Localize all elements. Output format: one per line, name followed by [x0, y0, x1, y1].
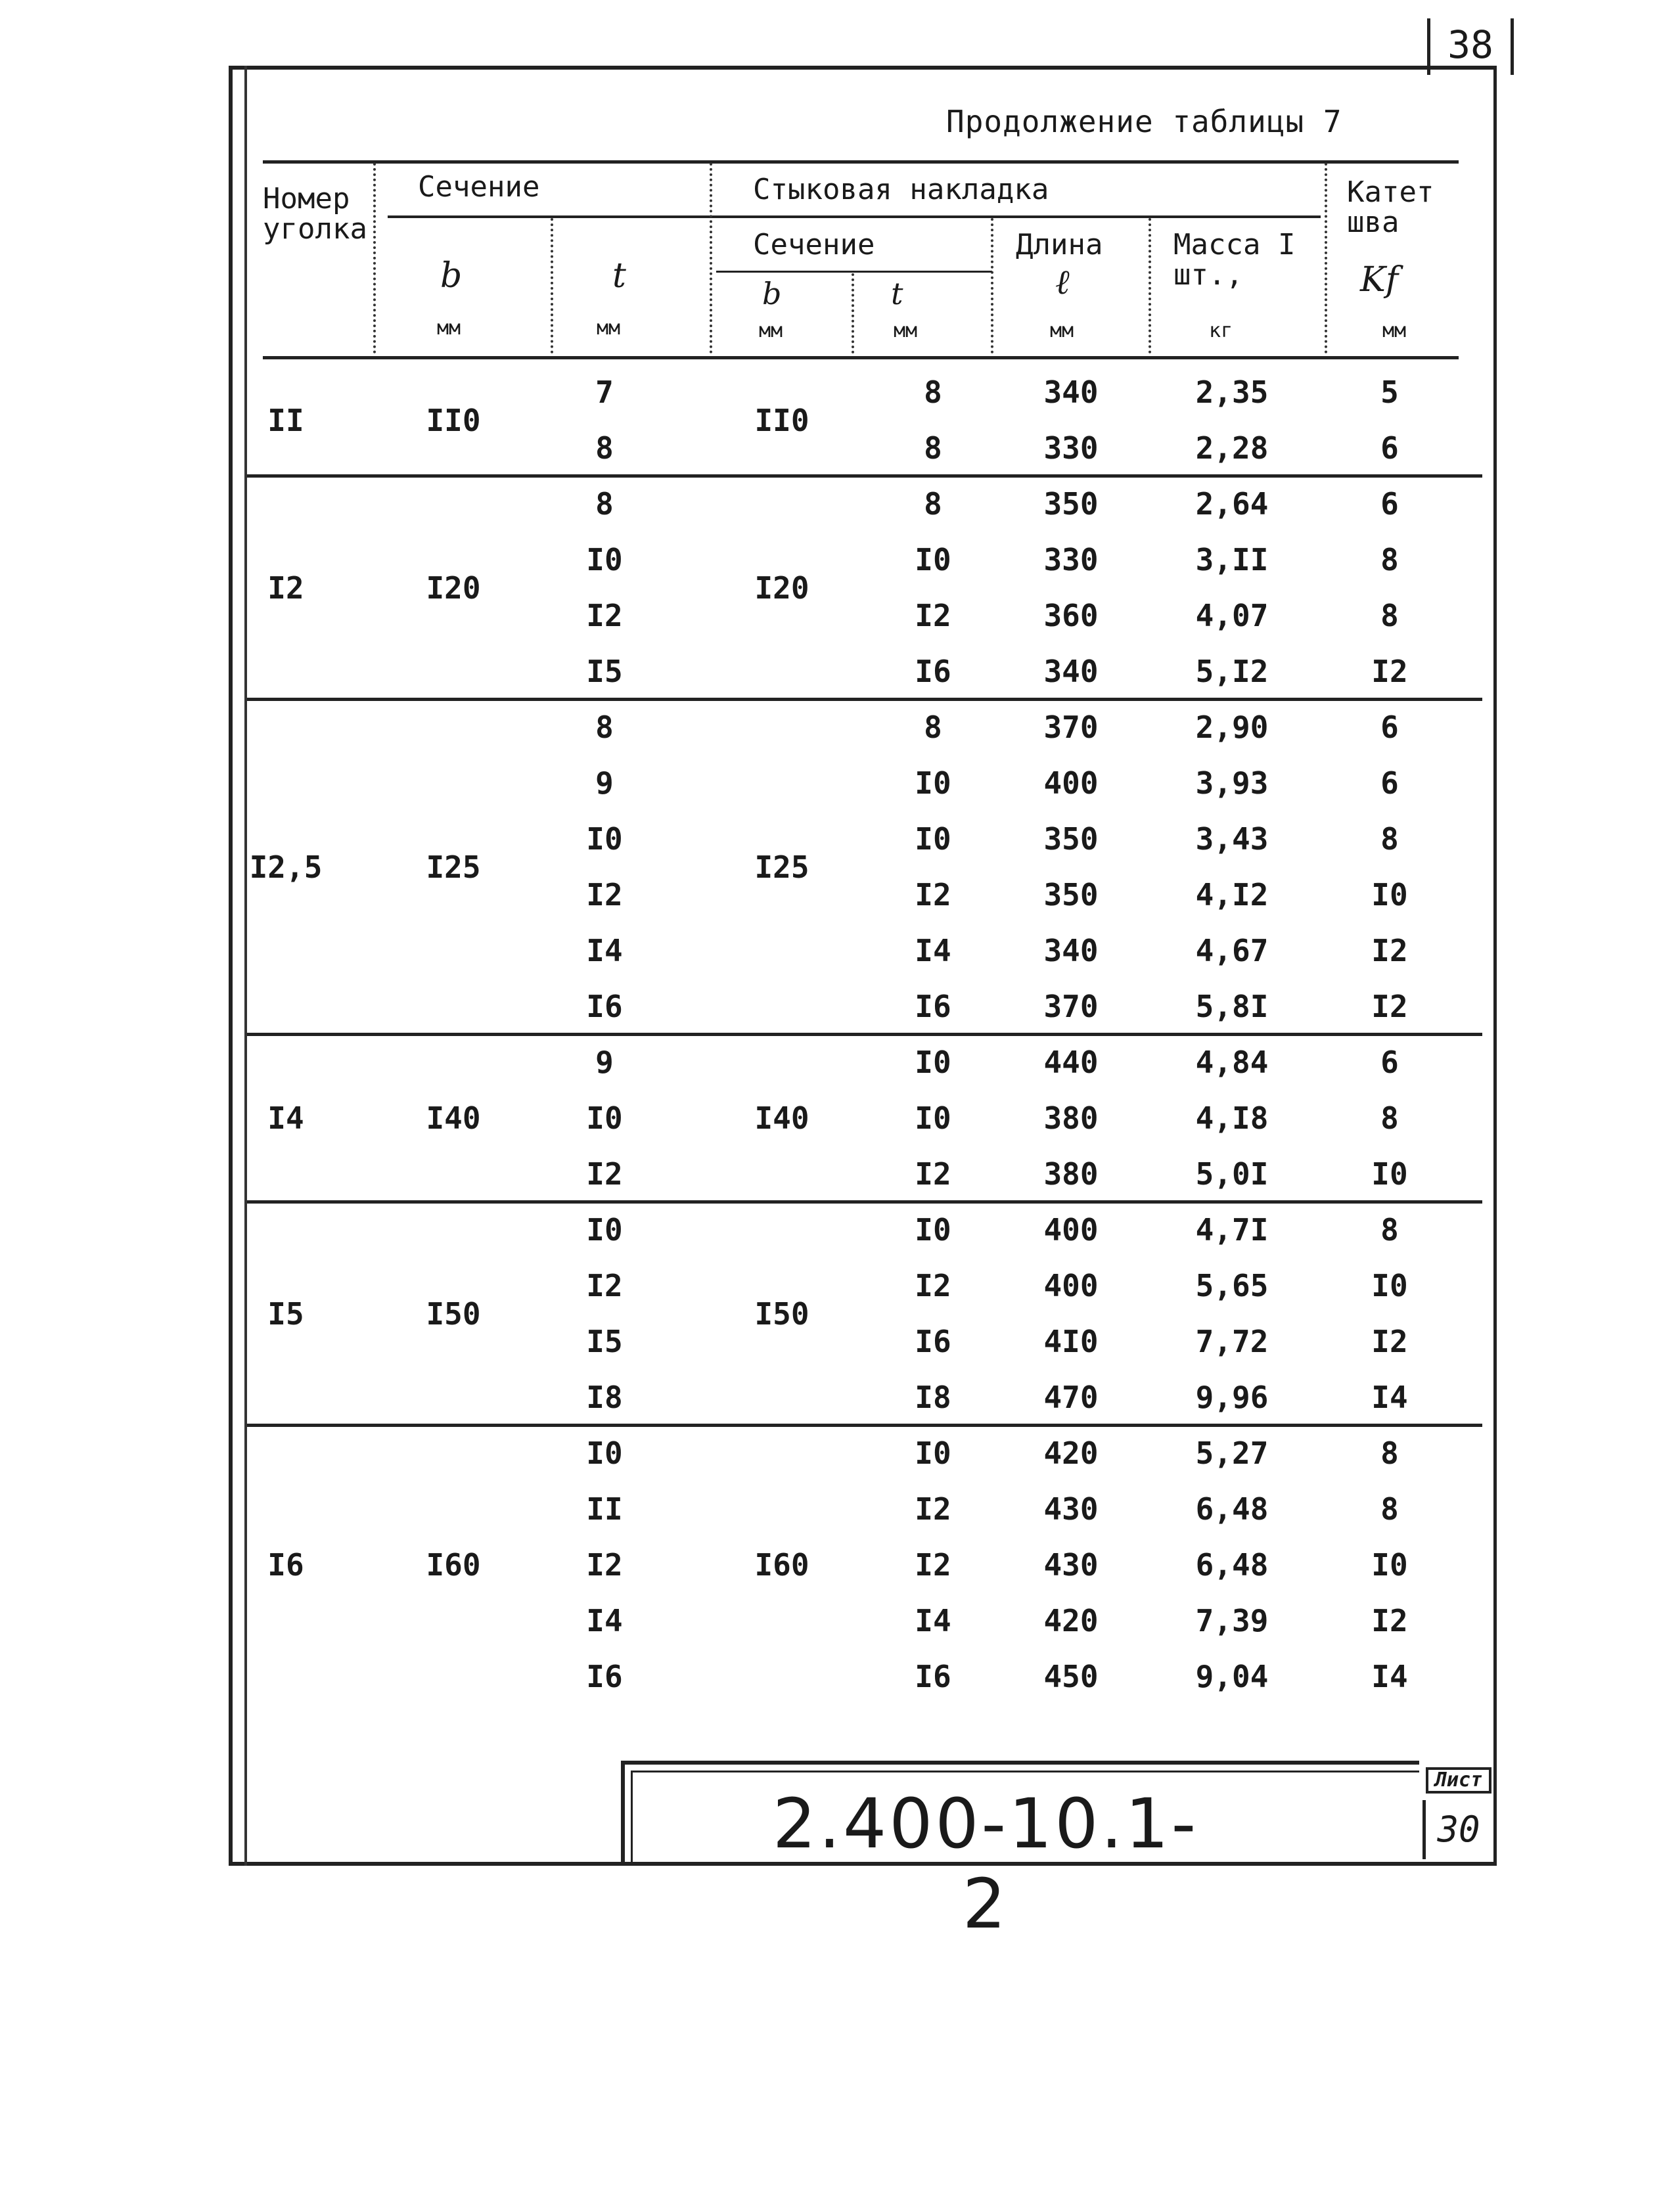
splice-length: 360 [1043, 598, 1099, 633]
weld-leg: 5 [1380, 374, 1399, 410]
section-t: I0 [586, 1212, 623, 1248]
splice-mass: 2,35 [1195, 374, 1269, 410]
section-b: I25 [426, 849, 481, 885]
header-section: Сечение [418, 170, 540, 204]
weld-leg: 8 [1380, 821, 1399, 857]
splice-length: 330 [1043, 430, 1099, 466]
header-splice: Стыковая накладка [753, 173, 1049, 206]
section-t: 9 [595, 1045, 614, 1080]
splice-length: 400 [1043, 1212, 1099, 1248]
splice-t: 8 [924, 710, 942, 745]
section-t: I2 [586, 1156, 623, 1192]
section-t: I6 [586, 989, 623, 1024]
section-b: I50 [426, 1296, 481, 1332]
header-mass: Масса I шт., [1173, 228, 1296, 292]
weld-leg: 8 [1380, 1100, 1399, 1136]
section-t: I4 [586, 933, 623, 968]
splice-t: I0 [915, 1100, 951, 1136]
section-t: 7 [595, 374, 614, 410]
weld-leg: I0 [1371, 1547, 1408, 1583]
splice-t: 8 [924, 430, 942, 466]
page-number: 38 [1427, 18, 1514, 75]
section-t: I2 [586, 1268, 623, 1303]
splice-t: I2 [915, 598, 951, 633]
splice-mass: 4,84 [1195, 1045, 1269, 1080]
splice-t: I2 [915, 877, 951, 913]
splice-mass: 9,04 [1195, 1659, 1269, 1694]
header-length-symbol: ℓ [1055, 263, 1070, 302]
splice-mass: 7,72 [1195, 1324, 1269, 1359]
splice-mass: 4,07 [1195, 598, 1269, 633]
section-t: 8 [595, 710, 614, 745]
splice-section-b: I25 [754, 849, 809, 885]
header-section-b: b [440, 256, 463, 296]
weld-leg: 8 [1380, 542, 1399, 577]
splice-mass: 3,II [1195, 542, 1269, 577]
section-t: I0 [586, 542, 623, 577]
splice-length: 340 [1043, 933, 1099, 968]
splice-t: I2 [915, 1491, 951, 1527]
splice-length: 4I0 [1043, 1324, 1099, 1359]
splice-mass: 6,48 [1195, 1547, 1269, 1583]
section-t: 8 [595, 430, 614, 466]
section-t: I0 [586, 1100, 623, 1136]
section-b: I60 [426, 1547, 481, 1583]
weld-leg: I2 [1371, 1603, 1408, 1638]
group-separator [247, 1200, 1482, 1204]
weld-leg: 8 [1380, 1212, 1399, 1248]
section-t: I2 [586, 598, 623, 633]
weld-leg: I2 [1371, 989, 1408, 1024]
header-weld: Катет шва [1347, 175, 1434, 239]
section-t: I2 [586, 1547, 623, 1583]
splice-mass: 5,I2 [1195, 654, 1269, 689]
section-t: I2 [586, 877, 623, 913]
splice-t: 8 [924, 374, 942, 410]
angle-number: I2,5 [249, 849, 323, 885]
header-section-t-unit: мм [597, 317, 621, 340]
splice-mass: 4,I2 [1195, 877, 1269, 913]
weld-leg: I0 [1371, 1268, 1408, 1303]
splice-length: 370 [1043, 710, 1099, 745]
section-t: I0 [586, 1435, 623, 1471]
weld-leg: 8 [1380, 598, 1399, 633]
angle-number: I4 [267, 1100, 304, 1136]
splice-t: I6 [915, 654, 951, 689]
weld-leg: 6 [1380, 710, 1399, 745]
splice-mass: 2,64 [1195, 486, 1269, 522]
splice-length: 350 [1043, 821, 1099, 857]
splice-t: 8 [924, 486, 942, 522]
splice-t: I2 [915, 1268, 951, 1303]
splice-length: 470 [1043, 1380, 1099, 1415]
splice-mass: 5,0I [1195, 1156, 1269, 1192]
weld-leg: I0 [1371, 877, 1408, 913]
angle-number: I6 [267, 1547, 304, 1583]
section-b: I20 [426, 570, 481, 606]
header-mass-unit: кг [1209, 319, 1233, 342]
header-weld-symbol: Kf [1360, 260, 1399, 300]
section-t: 8 [595, 486, 614, 522]
splice-mass: 5,65 [1195, 1268, 1269, 1303]
weld-leg: 6 [1380, 1045, 1399, 1080]
splice-t: I0 [915, 1435, 951, 1471]
splice-length: 340 [1043, 374, 1099, 410]
section-b: I40 [426, 1100, 481, 1136]
splice-length: 350 [1043, 877, 1099, 913]
weld-leg: 8 [1380, 1435, 1399, 1471]
splice-section-b: I40 [754, 1100, 809, 1136]
weld-leg: 6 [1380, 430, 1399, 466]
splice-mass: 6,48 [1195, 1491, 1269, 1527]
weld-leg: I0 [1371, 1156, 1408, 1192]
angle-number: I5 [267, 1296, 304, 1332]
splice-length: 400 [1043, 765, 1099, 801]
splice-mass: 7,39 [1195, 1603, 1269, 1638]
splice-t: I0 [915, 821, 951, 857]
group-separator [247, 1033, 1482, 1036]
splice-section-b: I20 [754, 570, 809, 606]
header-section-b-unit: мм [437, 317, 461, 340]
weld-leg: 6 [1380, 486, 1399, 522]
header-splice-b-unit: мм [759, 319, 783, 342]
table-caption: Продолжение таблицы 7 [946, 104, 1342, 139]
sheet-number: 30 [1422, 1800, 1491, 1859]
splice-length: 430 [1043, 1547, 1099, 1583]
weld-leg: I2 [1371, 1324, 1408, 1359]
splice-t: I0 [915, 765, 951, 801]
splice-t: I6 [915, 1324, 951, 1359]
section-t: 9 [595, 765, 614, 801]
weld-leg: 6 [1380, 765, 1399, 801]
splice-mass: 2,28 [1195, 430, 1269, 466]
splice-t: I0 [915, 1045, 951, 1080]
section-t: I5 [586, 654, 623, 689]
section-t: II [586, 1491, 623, 1527]
splice-mass: 9,96 [1195, 1380, 1269, 1415]
section-t: I8 [586, 1380, 623, 1415]
splice-t: I4 [915, 1603, 951, 1638]
section-b: II0 [426, 402, 481, 438]
splice-length: 420 [1043, 1435, 1099, 1471]
splice-mass: 5,27 [1195, 1435, 1269, 1471]
splice-section-b: I60 [754, 1547, 809, 1583]
splice-length: 370 [1043, 989, 1099, 1024]
splice-length: 350 [1043, 486, 1099, 522]
section-t: I5 [586, 1324, 623, 1359]
header-splice-t-unit: мм [894, 319, 918, 342]
splice-length: 380 [1043, 1156, 1099, 1192]
splice-t: I6 [915, 989, 951, 1024]
splice-length: 340 [1043, 654, 1099, 689]
sheet-label: Лист [1426, 1767, 1491, 1794]
splice-length: 420 [1043, 1603, 1099, 1638]
splice-length: 440 [1043, 1045, 1099, 1080]
group-separator [247, 474, 1482, 478]
group-separator [247, 698, 1482, 701]
weld-leg: I4 [1371, 1659, 1408, 1694]
splice-t: I6 [915, 1659, 951, 1694]
splice-t: I2 [915, 1547, 951, 1583]
header-splice-section: Сечение [753, 228, 875, 261]
header-splice-t: t [891, 276, 903, 311]
splice-t: I2 [915, 1156, 951, 1192]
header-length-unit: мм [1050, 319, 1074, 342]
header-splice-b: b [762, 276, 782, 311]
splice-mass: 2,90 [1195, 710, 1269, 745]
splice-mass: 5,8I [1195, 989, 1269, 1024]
weld-leg: 8 [1380, 1491, 1399, 1527]
header-section-t: t [612, 256, 626, 296]
splice-t: I0 [915, 542, 951, 577]
splice-section-b: I50 [754, 1296, 809, 1332]
splice-mass: 4,67 [1195, 933, 1269, 968]
splice-mass: 4,I8 [1195, 1100, 1269, 1136]
splice-length: 400 [1043, 1268, 1099, 1303]
splice-t: I4 [915, 933, 951, 968]
section-t: I0 [586, 821, 623, 857]
section-t: I6 [586, 1659, 623, 1694]
section-t: I4 [586, 1603, 623, 1638]
header-length: Длина [1016, 228, 1103, 261]
splice-t: I0 [915, 1212, 951, 1248]
group-separator [247, 1424, 1482, 1427]
weld-leg: I4 [1371, 1380, 1408, 1415]
splice-mass: 4,7I [1195, 1212, 1269, 1248]
splice-mass: 3,43 [1195, 821, 1269, 857]
weld-leg: I2 [1371, 654, 1408, 689]
splice-t: I8 [915, 1380, 951, 1415]
splice-length: 430 [1043, 1491, 1099, 1527]
splice-mass: 3,93 [1195, 765, 1269, 801]
header-angle-no: Номер уголка [263, 182, 367, 246]
splice-length: 380 [1043, 1100, 1099, 1136]
splice-length: 330 [1043, 542, 1099, 577]
splice-length: 450 [1043, 1659, 1099, 1694]
splice-section-b: II0 [754, 402, 809, 438]
document-designation: 2.400-10.1-2 [772, 1784, 1199, 1944]
header-weld-unit: мм [1382, 319, 1407, 342]
angle-number: II [267, 402, 304, 438]
angle-number: I2 [267, 570, 304, 606]
weld-leg: I2 [1371, 933, 1408, 968]
